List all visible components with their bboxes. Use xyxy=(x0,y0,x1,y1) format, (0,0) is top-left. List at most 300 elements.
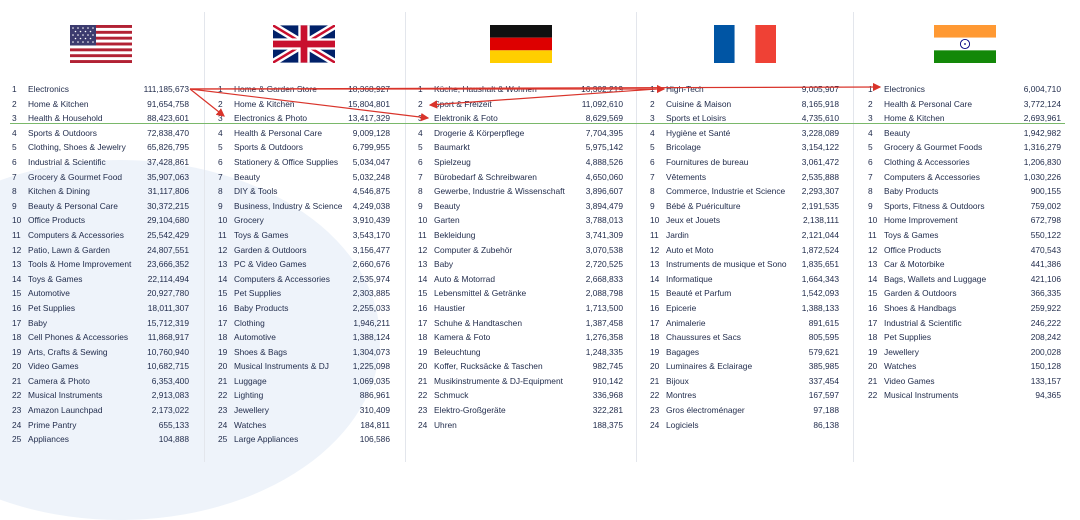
rank-number: 1 xyxy=(650,84,655,94)
rank-number: 6 xyxy=(218,156,223,167)
uk-flag-icon xyxy=(273,25,335,63)
list-item xyxy=(868,243,1061,258)
list-item xyxy=(650,126,839,141)
rank-number: 6 xyxy=(418,156,423,167)
category-name: Beauty xyxy=(434,200,461,211)
list-item xyxy=(868,213,1061,228)
category-name: Watches xyxy=(884,361,917,372)
category-name: Grocery & Gourmet Food xyxy=(28,171,123,182)
rank-number: 25 xyxy=(218,434,228,445)
product-count: 24,807,551 xyxy=(147,244,189,255)
product-count: 3,543,170 xyxy=(352,229,390,240)
rank-number: 14 xyxy=(418,273,428,284)
list-item xyxy=(650,199,839,214)
rank-number: 7 xyxy=(218,171,223,182)
product-count: 167,597 xyxy=(808,390,839,401)
product-count: 22,114,494 xyxy=(147,273,189,284)
product-count: 1,069,035 xyxy=(352,375,390,386)
rank-number: 4 xyxy=(418,127,423,138)
product-count: 470,543 xyxy=(1030,244,1061,255)
product-count: 9,009,128 xyxy=(352,127,390,138)
category-name: Fournitures de bureau xyxy=(666,156,749,167)
product-count: 97,188 xyxy=(813,405,839,416)
rank-number: 12 xyxy=(650,244,660,255)
rank-number: 10 xyxy=(868,215,878,226)
category-name: Bags, Wallets and Luggage xyxy=(884,273,987,284)
list-item xyxy=(650,330,839,345)
category-name: Large Appliances xyxy=(234,434,299,445)
list-item xyxy=(418,388,623,403)
list-item xyxy=(650,97,839,112)
column-divider xyxy=(204,12,205,462)
product-count: 1,942,982 xyxy=(1023,127,1061,138)
list-item xyxy=(650,155,839,170)
category-name: Toys & Games xyxy=(234,229,289,240)
rank-number: 8 xyxy=(650,186,655,197)
country-column-fr xyxy=(650,0,839,467)
category-name: Bekleidung xyxy=(434,229,476,240)
list-item xyxy=(418,228,623,243)
category-name: Montres xyxy=(666,390,697,401)
list-item xyxy=(650,388,839,403)
rank-number: 13 xyxy=(418,259,428,270)
list-item xyxy=(218,257,390,272)
rank-number: 21 xyxy=(12,375,22,386)
france-flag-icon xyxy=(714,25,776,63)
rank-number: 21 xyxy=(868,375,878,386)
category-list xyxy=(218,82,390,447)
category-name: Automotive xyxy=(28,288,70,299)
product-count: 2,693,961 xyxy=(1023,113,1061,124)
rank-number: 20 xyxy=(418,361,428,372)
rank-number: 1 xyxy=(218,84,223,94)
category-name: Schuhe & Handtaschen xyxy=(434,317,522,328)
category-name: Office Products xyxy=(28,215,86,226)
product-count: 3,070,538 xyxy=(585,244,623,255)
column-divider xyxy=(636,12,637,462)
rank-number: 18 xyxy=(868,332,878,343)
rank-number: 23 xyxy=(12,405,22,416)
product-count: 310,409 xyxy=(359,405,390,416)
category-name: Epicerie xyxy=(666,302,697,313)
rank-number: 13 xyxy=(868,259,878,270)
rank-number: 16 xyxy=(218,302,228,313)
category-list xyxy=(868,82,1061,403)
product-count: 982,745 xyxy=(592,361,623,372)
list-item xyxy=(12,345,189,360)
rank-number: 3 xyxy=(650,113,655,124)
product-count: 5,032,248 xyxy=(352,171,390,182)
category-name: Beauty & Personal Care xyxy=(28,200,118,211)
category-name: Shoes & Handbags xyxy=(884,302,957,313)
category-name: Beauté et Parfum xyxy=(666,288,732,299)
product-count: 3,061,472 xyxy=(801,156,839,167)
product-count: 550,122 xyxy=(1030,229,1061,240)
list-item xyxy=(218,432,390,447)
category-name: Automotive xyxy=(234,332,276,343)
product-count: 336,968 xyxy=(592,390,623,401)
list-item xyxy=(12,97,189,112)
product-count: 3,788,013 xyxy=(585,215,623,226)
category-name: Computer & Zubehör xyxy=(434,244,513,255)
rank-number: 10 xyxy=(650,215,660,226)
category-name: PC & Video Games xyxy=(234,259,307,270)
category-name: Pet Supplies xyxy=(234,288,282,299)
rank-number: 14 xyxy=(218,273,228,284)
category-name: Electronics xyxy=(884,84,925,94)
rank-number: 6 xyxy=(650,156,655,167)
rank-number: 24 xyxy=(218,419,228,430)
product-count: 150,128 xyxy=(1030,361,1061,372)
category-name: Tools & Home Improvement xyxy=(28,259,132,270)
list-item xyxy=(12,418,189,433)
category-name: Baby Products xyxy=(884,186,939,197)
list-item xyxy=(418,403,623,418)
category-name: Computers & Accessories xyxy=(234,273,330,284)
product-count: 1,030,226 xyxy=(1023,171,1061,182)
product-count: 29,104,680 xyxy=(147,215,189,226)
category-name: Stationery & Office Supplies xyxy=(234,156,339,167)
category-name: Beauty xyxy=(884,127,911,138)
rank-number: 7 xyxy=(418,171,423,182)
list-item xyxy=(868,155,1061,170)
product-count: 2,255,033 xyxy=(352,302,390,313)
list-item xyxy=(650,359,839,374)
list-item xyxy=(650,184,839,199)
list-item xyxy=(12,126,189,141)
rank-number: 3 xyxy=(218,113,223,124)
category-name: Auto & Motorrad xyxy=(434,273,495,284)
list-item xyxy=(418,243,623,258)
rank-number: 15 xyxy=(868,288,878,299)
country-column-us xyxy=(12,0,189,467)
rank-number: 18 xyxy=(650,332,660,343)
category-name: Garden & Outdoors xyxy=(884,288,957,299)
category-name: Baby Products xyxy=(234,302,289,313)
category-name: Prime Pantry xyxy=(28,419,77,430)
rank-number: 5 xyxy=(650,142,655,153)
list-item xyxy=(418,330,623,345)
rank-number: 9 xyxy=(12,200,17,211)
list-item xyxy=(418,345,623,360)
rank-number: 20 xyxy=(12,361,22,372)
list-item xyxy=(418,257,623,272)
category-name: Auto et Moto xyxy=(666,244,714,255)
category-name: Home Improvement xyxy=(884,215,958,226)
list-item xyxy=(12,243,189,258)
product-count: 246,222 xyxy=(1030,317,1061,328)
category-name: Home & Kitchen xyxy=(884,113,945,124)
product-count: 9,005,907 xyxy=(801,84,839,94)
product-count: 2,535,888 xyxy=(801,171,839,182)
category-name: Chaussures et Sacs xyxy=(666,332,741,343)
product-count: 104,888 xyxy=(158,434,189,445)
list-item xyxy=(218,243,390,258)
category-name: Jewellery xyxy=(884,346,919,357)
list-item xyxy=(418,301,623,316)
product-count: 2,121,044 xyxy=(801,229,839,240)
list-item xyxy=(12,140,189,155)
list-item xyxy=(12,316,189,331)
category-name: Toys & Games xyxy=(28,273,83,284)
rank-number: 16 xyxy=(12,302,22,313)
list-item xyxy=(218,418,390,433)
category-name: Haustier xyxy=(434,302,466,313)
product-count: 2,191,535 xyxy=(801,200,839,211)
product-count: 910,142 xyxy=(592,375,623,386)
rank-number: 22 xyxy=(218,390,228,401)
list-item xyxy=(650,170,839,185)
product-count: 37,428,861 xyxy=(147,156,189,167)
list-item xyxy=(418,126,623,141)
product-count: 65,826,795 xyxy=(147,142,189,153)
rank-number: 22 xyxy=(868,390,878,401)
product-count: 11,868,917 xyxy=(147,332,189,343)
category-name: Bricolage xyxy=(666,142,701,153)
category-name: Pet Supplies xyxy=(884,332,932,343)
rank-number: 5 xyxy=(218,142,223,153)
rank-number: 2 xyxy=(12,98,17,109)
product-count: 72,838,470 xyxy=(147,127,189,138)
product-count: 1,276,358 xyxy=(585,332,623,343)
category-name: Hygiène et Santé xyxy=(666,127,731,138)
rank-number: 23 xyxy=(218,405,228,416)
category-name: Patio, Lawn & Garden xyxy=(28,244,110,255)
list-item xyxy=(218,199,390,214)
rank-number: 21 xyxy=(650,375,660,386)
product-count: 3,154,122 xyxy=(801,142,839,153)
rank-number: 13 xyxy=(650,259,660,270)
product-count: 385,985 xyxy=(808,361,839,372)
category-name: Watches xyxy=(234,419,267,430)
category-name: Cell Phones & Accessories xyxy=(28,332,129,343)
category-name: Spielzeug xyxy=(434,156,471,167)
category-name: Musikinstrumente & DJ-Equipment xyxy=(434,375,563,386)
rank-number: 9 xyxy=(418,200,423,211)
rank-number: 17 xyxy=(12,317,22,328)
list-item xyxy=(868,388,1061,403)
list-item xyxy=(418,418,623,433)
list-item xyxy=(418,213,623,228)
rank-number: 22 xyxy=(12,390,22,401)
rank-number: 5 xyxy=(868,142,873,153)
category-name: Video Games xyxy=(28,361,79,372)
rank-number: 25 xyxy=(12,434,22,445)
rank-number: 21 xyxy=(218,375,228,386)
product-count: 35,907,063 xyxy=(147,171,189,182)
product-count: 1,388,133 xyxy=(801,302,839,313)
category-name: Shoes & Bags xyxy=(234,346,288,357)
rank-number: 15 xyxy=(12,288,22,299)
product-count: 94,365 xyxy=(1035,390,1061,401)
category-name: Computers & Accessories xyxy=(28,229,124,240)
category-name: Home & Garden Store xyxy=(234,84,317,94)
category-name: Appliances xyxy=(28,434,69,445)
column-divider xyxy=(853,12,854,462)
product-count: 1,316,279 xyxy=(1023,142,1061,153)
product-count: 6,353,400 xyxy=(151,375,189,386)
category-name: Pet Supplies xyxy=(28,302,76,313)
list-item xyxy=(12,199,189,214)
category-name: Kamera & Foto xyxy=(434,332,491,343)
rank-number: 8 xyxy=(12,186,17,197)
rank-number: 20 xyxy=(650,361,660,372)
rank-number: 23 xyxy=(418,405,428,416)
list-item xyxy=(650,272,839,287)
product-count: 15,712,319 xyxy=(147,317,189,328)
product-count: 188,375 xyxy=(592,419,623,430)
list-item xyxy=(418,199,623,214)
product-count: 1,248,335 xyxy=(585,346,623,357)
product-count: 3,910,439 xyxy=(352,215,390,226)
product-count: 3,894,479 xyxy=(585,200,623,211)
india-flag-icon xyxy=(934,25,996,63)
rank-number: 18 xyxy=(418,332,428,343)
category-list xyxy=(650,82,839,432)
rank-number: 2 xyxy=(218,98,223,109)
rank-number: 4 xyxy=(12,127,17,138)
rank-number: 8 xyxy=(218,186,223,197)
list-item xyxy=(12,374,189,389)
product-count: 2,913,083 xyxy=(151,390,189,401)
product-count: 3,741,309 xyxy=(585,229,623,240)
category-name: Baby xyxy=(28,317,48,328)
list-item xyxy=(650,374,839,389)
rank-number: 12 xyxy=(218,244,228,255)
rank-number: 24 xyxy=(650,419,660,430)
list-item xyxy=(650,418,839,433)
rank-number: 14 xyxy=(650,273,660,284)
list-item xyxy=(650,301,839,316)
category-name: Vêtements xyxy=(666,171,707,182)
category-name: Musical Instruments xyxy=(884,390,959,401)
rank-number: 3 xyxy=(418,113,423,124)
list-item xyxy=(12,286,189,301)
product-count: 18,368,927 xyxy=(348,84,390,94)
list-item xyxy=(418,359,623,374)
category-name: Sports & Outdoors xyxy=(234,142,303,153)
list-item xyxy=(12,272,189,287)
list-item xyxy=(418,272,623,287)
product-count: 421,106 xyxy=(1030,273,1061,284)
rank-number: 16 xyxy=(868,302,878,313)
list-item xyxy=(218,140,390,155)
rank-number: 20 xyxy=(218,361,228,372)
list-item xyxy=(868,286,1061,301)
rank-number: 5 xyxy=(418,142,423,153)
list-item xyxy=(218,184,390,199)
country-column-uk xyxy=(218,0,390,467)
category-name: Luminaires & Eclairage xyxy=(666,361,753,372)
category-name: Uhren xyxy=(434,419,457,430)
product-count: 200,028 xyxy=(1030,346,1061,357)
product-count: 891,615 xyxy=(808,317,839,328)
rank-number: 1 xyxy=(12,84,17,94)
rank-number: 8 xyxy=(868,186,873,197)
category-name: Sports & Outdoors xyxy=(28,127,97,138)
rank-number: 15 xyxy=(218,288,228,299)
category-name: Industrial & Scientific xyxy=(884,317,962,328)
product-count: 91,654,758 xyxy=(147,98,189,109)
rank-number: 5 xyxy=(12,142,17,153)
list-item xyxy=(218,345,390,360)
category-name: Beauty xyxy=(234,171,261,182)
rank-number: 24 xyxy=(12,419,22,430)
product-count: 10,682,715 xyxy=(147,361,189,372)
product-count: 8,629,569 xyxy=(585,113,623,124)
product-count: 1,206,830 xyxy=(1023,156,1061,167)
category-name: Cuisine & Maison xyxy=(666,98,732,109)
rank-number: 12 xyxy=(418,244,428,255)
category-name: Electronics xyxy=(28,84,69,94)
category-name: Baumarkt xyxy=(434,142,470,153)
product-count: 10,760,940 xyxy=(147,346,189,357)
list-item xyxy=(218,374,390,389)
category-name: Bagages xyxy=(666,346,700,357)
rank-number: 20 xyxy=(868,361,878,372)
category-name: Health & Household xyxy=(28,113,103,124)
category-name: Elektro-Großgeräte xyxy=(434,405,506,416)
list-item xyxy=(868,272,1061,287)
category-name: Business, Industry & Science xyxy=(234,200,343,211)
rank-number: 16 xyxy=(418,302,428,313)
category-name: Home & Kitchen xyxy=(28,98,89,109)
category-name: Koffer, Rucksäcke & Taschen xyxy=(434,361,543,372)
list-item xyxy=(218,228,390,243)
category-name: Musical Instruments & DJ xyxy=(234,361,329,372)
list-item xyxy=(868,184,1061,199)
list-item xyxy=(650,243,839,258)
product-count: 1,713,500 xyxy=(585,302,623,313)
category-name: Sports, Fitness & Outdoors xyxy=(884,200,985,211)
list-item xyxy=(650,345,839,360)
list-item xyxy=(650,82,839,97)
category-name: Clothing, Shoes & Jewelry xyxy=(28,142,126,153)
list-item xyxy=(12,228,189,243)
category-name: Electronics & Photo xyxy=(234,113,308,124)
product-count: 259,922 xyxy=(1030,302,1061,313)
rank-number: 4 xyxy=(218,127,223,138)
list-item xyxy=(218,403,390,418)
product-count: 3,772,124 xyxy=(1023,98,1061,109)
rank-number: 14 xyxy=(868,273,878,284)
category-list xyxy=(12,82,189,447)
rank-number: 2 xyxy=(418,98,423,109)
rank-number: 19 xyxy=(218,346,228,357)
product-count: 366,335 xyxy=(1030,288,1061,299)
rank-number: 3 xyxy=(868,113,873,124)
list-item xyxy=(12,213,189,228)
product-count: 8,165,918 xyxy=(801,98,839,109)
column-divider xyxy=(405,12,406,462)
rank-number: 11 xyxy=(650,229,659,240)
product-count: 1,872,524 xyxy=(801,244,839,255)
list-item xyxy=(868,199,1061,214)
list-item xyxy=(868,82,1061,97)
product-count: 2,293,307 xyxy=(801,186,839,197)
list-item xyxy=(868,257,1061,272)
product-count: 2,660,676 xyxy=(352,259,390,270)
rank-number: 19 xyxy=(418,346,428,357)
product-count: 184,811 xyxy=(360,419,390,430)
list-item xyxy=(650,213,839,228)
us-flag-icon xyxy=(70,25,132,63)
list-item xyxy=(868,330,1061,345)
list-item xyxy=(650,140,839,155)
list-item xyxy=(12,301,189,316)
category-name: Health & Personal Care xyxy=(234,127,322,138)
product-count: 579,621 xyxy=(808,346,839,357)
